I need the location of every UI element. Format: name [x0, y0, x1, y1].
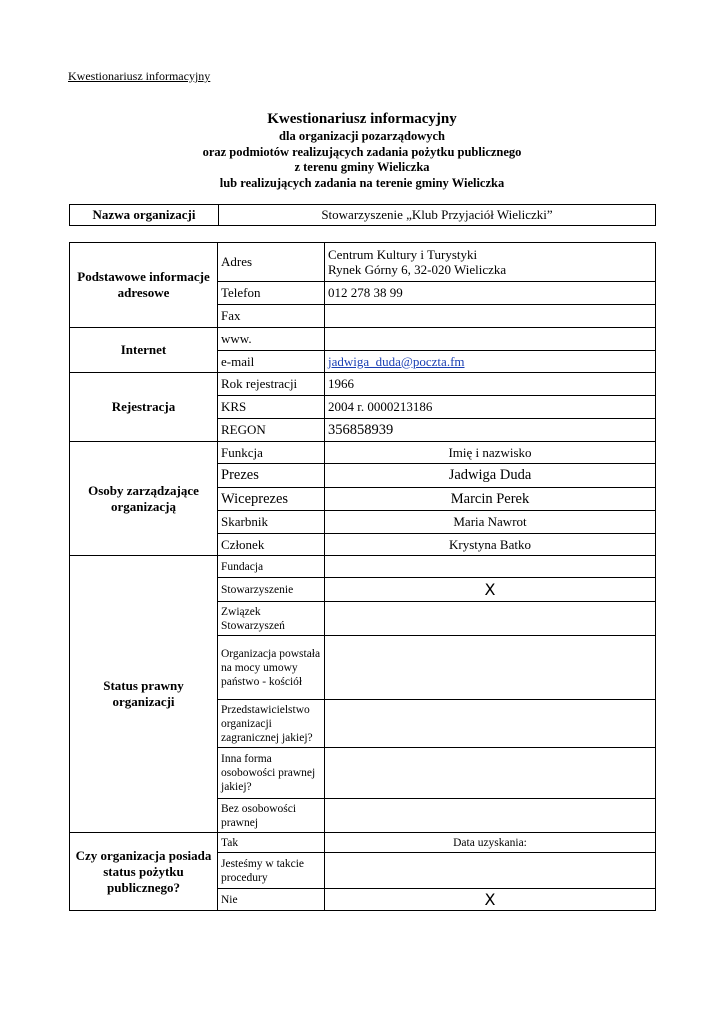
title-line: z terenu gminy Wieliczka [294, 160, 430, 174]
procedure-label: Jesteśmy w takcie procedury [218, 853, 325, 889]
adres-line2: Rynek Górny 6, 32-020 Wieliczka [328, 262, 507, 277]
rok-value: 1966 [325, 373, 656, 396]
info-table [69, 242, 656, 911]
legal-status-label: Stowarzyszenie [218, 578, 325, 602]
header-note: Kwestionariusz informacyjny [68, 69, 211, 83]
section-management: Osoby zarządzające organizacją [70, 442, 218, 556]
adres-label: Adres [218, 243, 325, 282]
tak-label: Tak [218, 833, 325, 853]
legal-status-mark [325, 799, 656, 833]
function-cell: Skarbnik [218, 511, 325, 534]
adres-line1: Centrum Kultury i Turystyki [328, 247, 478, 262]
regon-value: 356858939 [325, 419, 656, 442]
person-name-cell: Marcin Perek [325, 488, 656, 511]
org-name-label: Nazwa organizacji [70, 205, 219, 226]
org-name-value: Stowarzyszenie „Klub Przyjaciół Wieliczki” [219, 205, 656, 226]
email-label: e-mail [218, 351, 325, 373]
legal-status-mark: X [325, 578, 656, 602]
person-name-cell: Krystyna Batko [325, 534, 656, 556]
section-public-benefit: Czy organizacja posiada status pożytku publicznego? [70, 833, 218, 911]
org-name-table [69, 204, 656, 226]
fax-value [325, 305, 656, 328]
telefon-label: Telefon [218, 282, 325, 305]
legal-status-label: Fundacja [218, 556, 325, 578]
rok-label: Rok rejestracji [218, 373, 325, 396]
www-label: www. [218, 328, 325, 351]
legal-status-label: Organizacja powstała na mocy umowy państwo - kościół [218, 636, 325, 700]
adres-value [325, 243, 656, 282]
email-value[interactable] [325, 351, 656, 373]
legal-status-mark [325, 748, 656, 799]
tak-value: Data uzyskania: [325, 833, 656, 853]
person-name-cell: Maria Nawrot [325, 511, 656, 534]
telefon-value: 012 278 38 99 [325, 282, 656, 305]
section-internet: Internet [70, 328, 218, 373]
col-name-header: Imię i nazwisko [325, 442, 656, 464]
section-registration: Rejestracja [70, 373, 218, 442]
legal-status-label: Związek Stowarzyszeń [218, 602, 325, 636]
krs-value: 2004 r. 0000213186 [325, 396, 656, 419]
nie-label: Nie [218, 889, 325, 911]
legal-status-mark [325, 636, 656, 700]
function-cell: Prezes [218, 464, 325, 488]
section-address: Podstawowe informacje adresowe [70, 243, 218, 328]
function-cell: Członek [218, 534, 325, 556]
legal-status-mark [325, 602, 656, 636]
regon-label: REGON [218, 419, 325, 442]
legal-status-mark [325, 700, 656, 748]
legal-status-label: Inna forma osobowości prawnej jakiej? [218, 748, 325, 799]
function-cell: Wiceprezes [218, 488, 325, 511]
procedure-value [325, 853, 656, 889]
title-line: dla organizacji pozarządowych [279, 129, 445, 143]
section-legal-status: Status prawny organizacji [70, 556, 218, 833]
person-name-cell: Jadwiga Duda [325, 464, 656, 488]
col-function-header: Funkcja [218, 442, 325, 464]
title-line: lub realizujących zadania na terenie gminy Wieliczka [219, 175, 505, 190]
document-title [0, 110, 724, 191]
title-line: oraz podmiotów realizujących zadania pożytku publicznego [202, 144, 522, 159]
title-main: Kwestionariusz informacyjny [267, 111, 457, 127]
legal-status-label: Przedstawicielstwo organizacji zagranicznej jakiej? [218, 700, 325, 748]
legal-status-label: Bez osobowości prawnej [218, 799, 325, 833]
fax-label: Fax [218, 305, 325, 328]
nie-mark: X [325, 889, 656, 911]
legal-status-mark [325, 556, 656, 578]
krs-label: KRS [218, 396, 325, 419]
www-value [325, 328, 656, 351]
email-link[interactable]: jadwiga_duda@poczta.fm [328, 353, 465, 369]
